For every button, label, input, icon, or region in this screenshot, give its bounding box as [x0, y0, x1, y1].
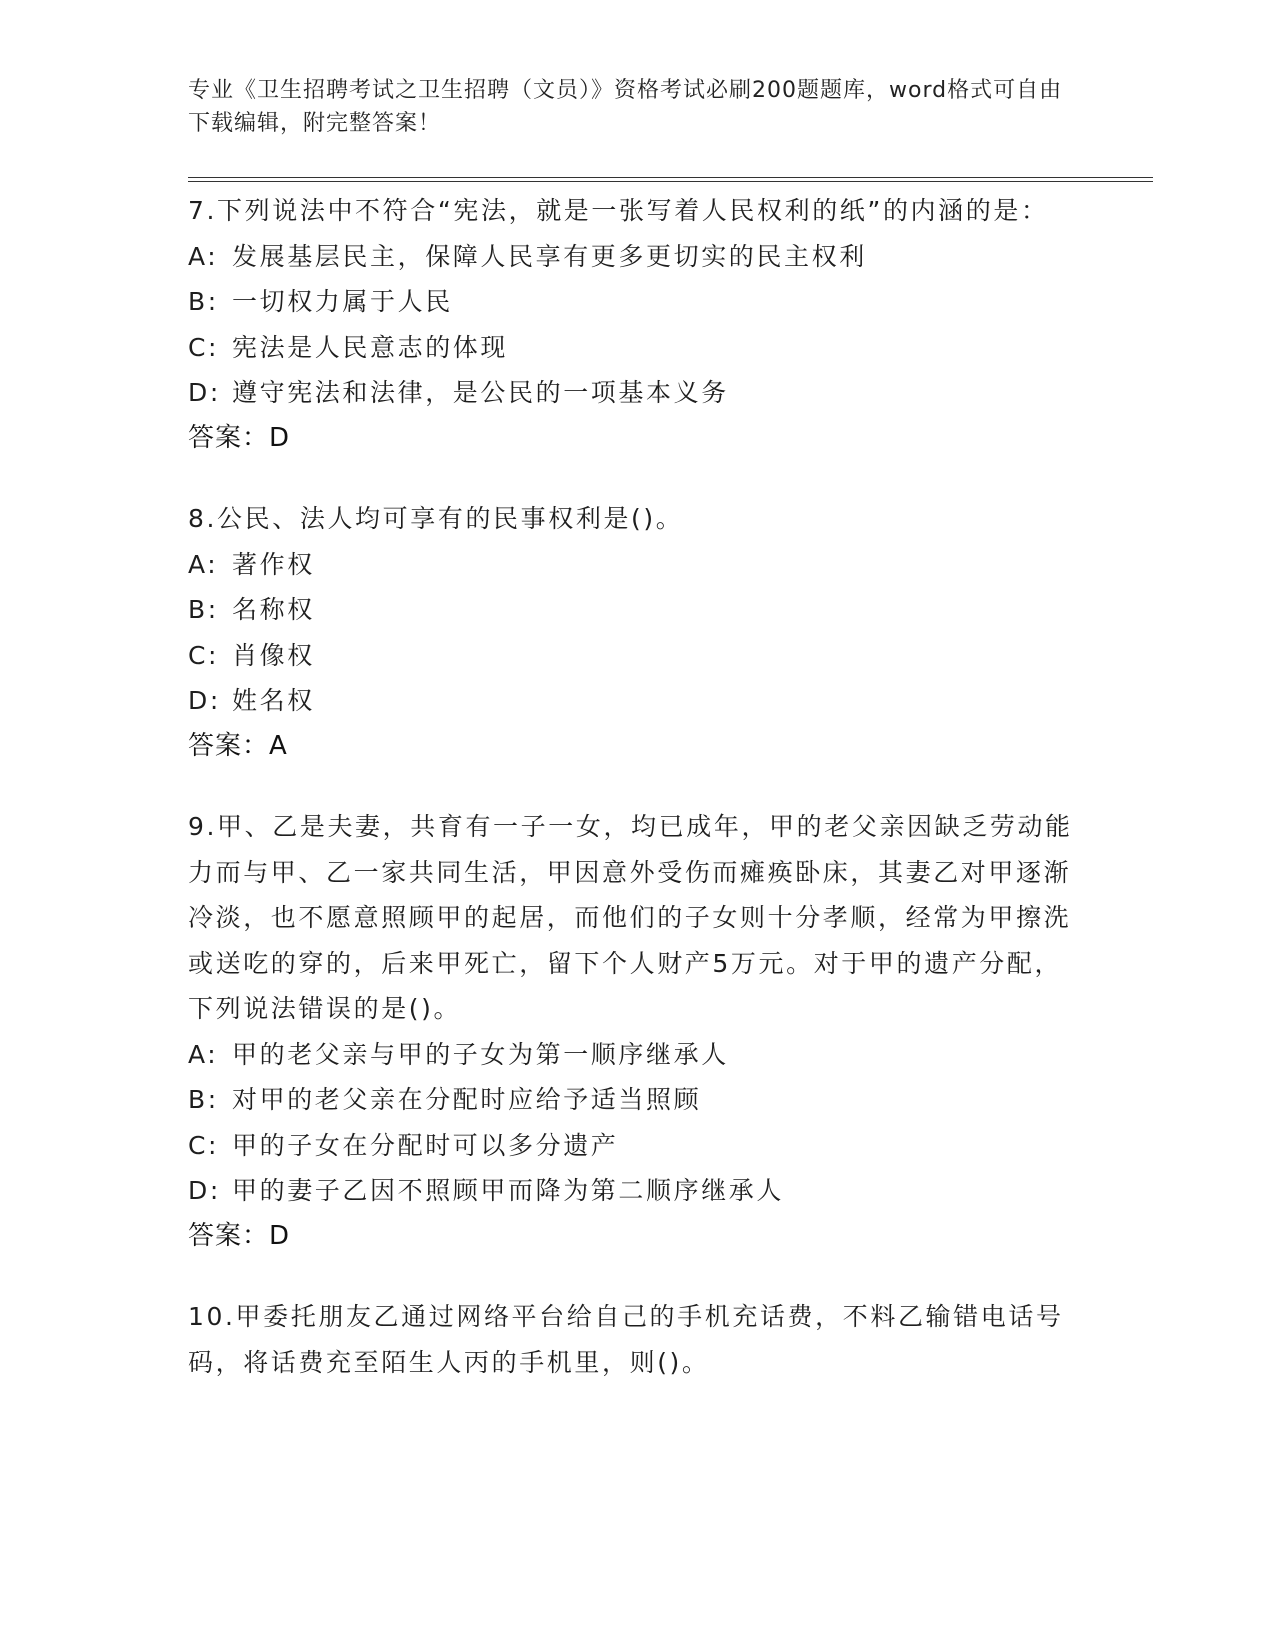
option-text: 甲的老父亲与甲的子女为第一顺序继承人	[232, 1039, 729, 1069]
option-d	[188, 1168, 1078, 1214]
question-8	[188, 496, 1078, 769]
question-stem: 10.甲委托朋友乙通过网络平台给自己的手机充话费，不料乙输错电话号码，将话费充至陌生人丙的手机里，则()。	[188, 1302, 1064, 1377]
question-stem: 9.甲、乙是夫妻，共育有一子一女，均已成年，甲的老父亲因缺乏劳动能力而与甲、乙一家共同生活，甲因意外受伤而瘫痪卧床，其妻乙对甲逐渐冷淡，也不愿意照顾甲的起居，而他们的子女则十分孝顺，经常为甲擦洗或送吃的穿的，后来甲死亡，留下个人财产5万元。对于甲的遗产分配，下列说法错误的是()。	[188, 812, 1073, 1023]
option-text: 对甲的老父亲在分配时应给予适当照顾	[232, 1085, 702, 1114]
answer-line: 答案：A	[188, 730, 288, 761]
option-a	[188, 234, 1078, 280]
option-text: 发展基层民主，保障人民享有更多更切实的民主权利	[232, 241, 867, 271]
option-key: C:	[188, 640, 220, 670]
option-key: C:	[188, 332, 220, 362]
question-7	[188, 188, 1078, 461]
option-key: A:	[188, 549, 219, 579]
option-key: A:	[188, 241, 219, 271]
option-key: D:	[188, 378, 221, 407]
option-text: 甲的妻子乙因不照顾甲而降为第二顺序继承人	[232, 1176, 785, 1205]
option-key: B:	[188, 595, 219, 624]
option-text: 著作权	[232, 549, 315, 579]
option-text: 一切权力属于人民	[232, 287, 453, 316]
option-key: A:	[188, 1039, 219, 1069]
option-d	[188, 678, 1078, 724]
option-text: 甲的子女在分配时可以多分遗产	[232, 1130, 619, 1160]
option-b	[188, 1077, 1078, 1123]
header-text: 专业《卫生招聘考试之卫生招聘（文员）》资格考试必刷200题题库，word格式可自由下载编辑，附完整答案！	[188, 78, 1063, 136]
option-key: D:	[188, 686, 221, 715]
option-b	[188, 587, 1078, 633]
answer-line: 答案：D	[188, 1220, 291, 1251]
option-text: 遵守宪法和法律，是公民的一项基本义务	[232, 378, 729, 407]
option-key: B:	[188, 287, 219, 316]
option-key: D:	[188, 1176, 221, 1205]
option-key: C:	[188, 1130, 220, 1160]
question-list	[188, 188, 1078, 1420]
option-b	[188, 279, 1078, 325]
answer-line: 答案：D	[188, 422, 291, 453]
option-c	[188, 325, 1078, 371]
option-text: 宪法是人民意志的体现	[232, 332, 509, 362]
option-c	[188, 1123, 1078, 1169]
question-10	[188, 1294, 1078, 1385]
header-divider	[188, 177, 1153, 182]
option-a	[188, 542, 1078, 588]
question-stem: 7.下列说法中不符合“宪法，就是一张写着人民权利的纸”的内涵的是：	[188, 196, 1049, 225]
option-d	[188, 370, 1078, 416]
option-c	[188, 633, 1078, 679]
option-text: 名称权	[232, 595, 315, 624]
question-9	[188, 804, 1078, 1259]
option-a	[188, 1032, 1078, 1078]
option-key: B:	[188, 1085, 219, 1114]
document-header	[188, 74, 1068, 140]
option-text: 姓名权	[232, 686, 315, 715]
question-stem: 8.公民、法人均可享有的民事权利是()。	[188, 504, 684, 533]
option-text: 肖像权	[232, 640, 315, 670]
